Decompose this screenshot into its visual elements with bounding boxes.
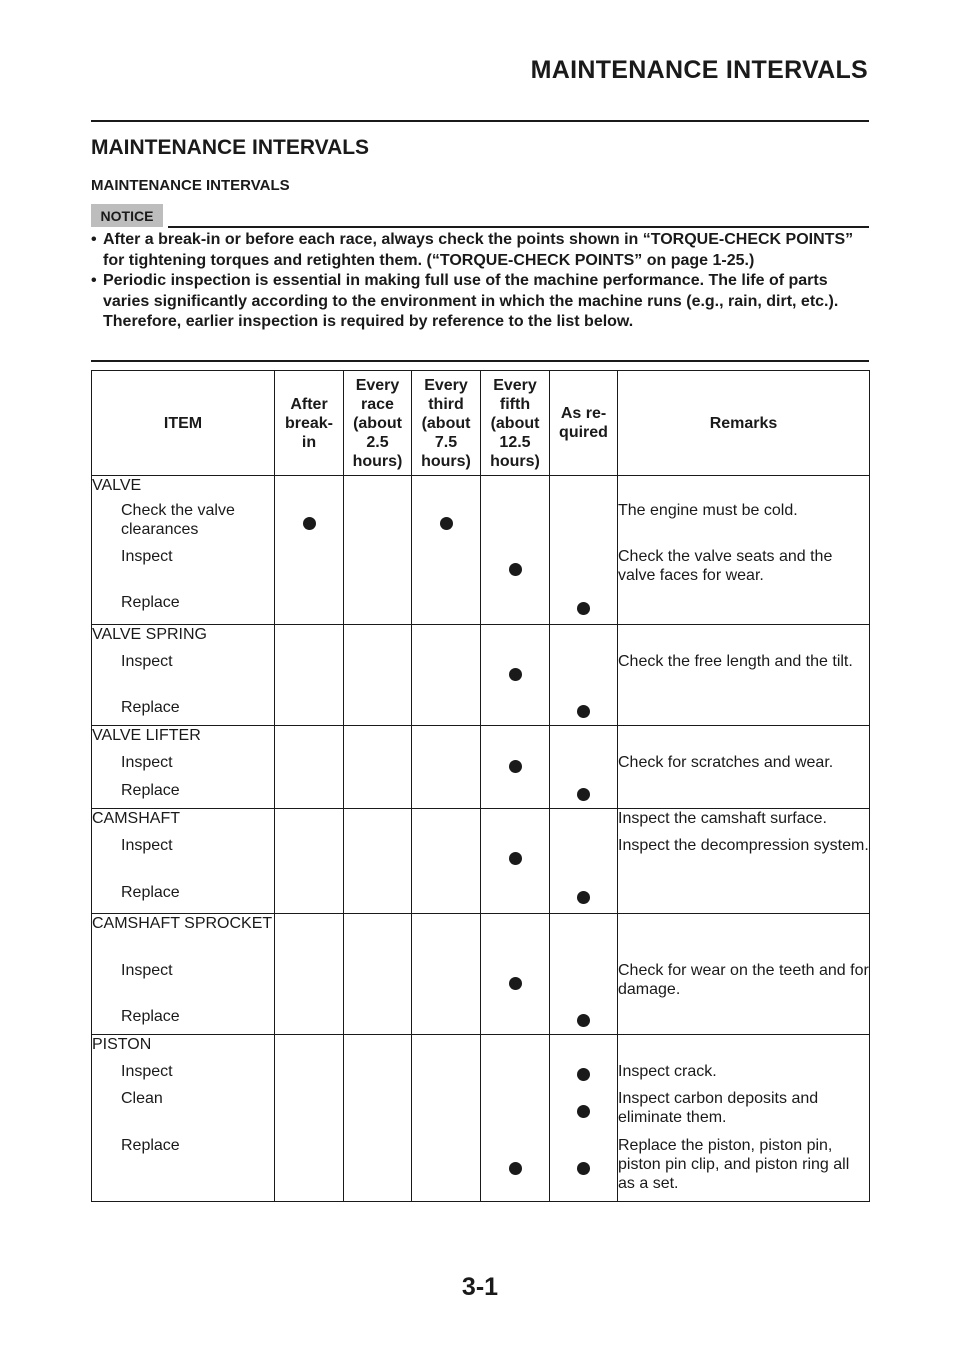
mark-cell-every-race: [344, 625, 412, 652]
filled-circle-icon: [577, 891, 590, 904]
table-row: [92, 625, 870, 652]
notice-item-text: Periodic inspection is essential in making full use of the machine performance. The life of parts varies significantly according to the environment in which the machine runs (e.g., rain, dirt, etc.). Therefore, earlier inspection is required by reference to the list below.: [103, 272, 839, 330]
sub-item-label: Replace: [92, 1136, 275, 1202]
sub-item-label: Inspect: [92, 547, 275, 593]
mark-cell-as-required: [550, 625, 618, 652]
mark-cell-after-break-in: [275, 914, 344, 961]
header-every-race: Every race (about 2.5 hours): [344, 371, 412, 476]
table-row: [92, 1007, 870, 1035]
sub-item-label: Replace: [92, 781, 275, 809]
table-row: [92, 1035, 870, 1062]
remark-text: Inspect carbon deposits and eliminate them.: [618, 1089, 870, 1136]
mark-cell-after-break-in: [275, 476, 344, 501]
table-body: [92, 476, 870, 1202]
mark-cell-every-fifth: [481, 1062, 550, 1089]
filled-circle-icon: [577, 1105, 590, 1118]
table-row: [92, 547, 870, 593]
bullet-icon: •: [91, 272, 97, 289]
mark-cell-after-break-in: [275, 547, 344, 593]
table-row: [92, 726, 870, 753]
table-row: [92, 836, 870, 883]
table-row: [92, 593, 870, 625]
mark-cell-after-break-in: [275, 1007, 344, 1035]
mark-cell-every-third: [412, 1136, 481, 1202]
item-category-label: VALVE SPRING: [92, 625, 275, 652]
remark-text: Check for scratches and wear.: [618, 753, 870, 781]
table-row: [92, 1136, 870, 1202]
mark-cell-after-break-in: [275, 781, 344, 809]
table-row: [92, 753, 870, 781]
remark-text: [618, 593, 870, 625]
mark-cell-every-third: [412, 593, 481, 625]
mark-cell-as-required: [550, 1007, 618, 1035]
header-item: ITEM: [92, 371, 275, 476]
table-row: [92, 781, 870, 809]
mark-cell-every-race: [344, 781, 412, 809]
mark-cell-every-race: [344, 809, 412, 836]
filled-circle-icon: [577, 1068, 590, 1081]
remark-text: [618, 698, 870, 726]
mark-cell-every-third: [412, 547, 481, 593]
header-rule: [91, 120, 869, 122]
mark-cell-every-fifth: [481, 625, 550, 652]
mark-cell-as-required: [550, 547, 618, 593]
notice-rule-top: [168, 226, 869, 228]
mark-cell-every-race: [344, 726, 412, 753]
notice-rule-bottom: [91, 360, 869, 362]
mark-cell-as-required: [550, 753, 618, 781]
mark-cell-after-break-in: [275, 1136, 344, 1202]
mark-cell-every-race: [344, 1035, 412, 1062]
table-row: [92, 1062, 870, 1089]
mark-cell-every-third: [412, 914, 481, 961]
remark-text: [618, 476, 870, 501]
sub-title: MAINTENANCE INTERVALS: [91, 177, 290, 194]
header-title: MAINTENANCE INTERVALS: [530, 56, 868, 84]
filled-circle-icon: [440, 517, 453, 530]
sub-item-label: Inspect: [92, 836, 275, 883]
remark-text: [618, 914, 870, 961]
mark-cell-after-break-in: [275, 726, 344, 753]
mark-cell-every-third: [412, 698, 481, 726]
remark-text: [618, 1035, 870, 1062]
remark-text: Check the valve seats and the valve faces for wear.: [618, 547, 870, 593]
notice-item: [91, 230, 869, 271]
mark-cell-every-race: [344, 836, 412, 883]
mark-cell-every-fifth: [481, 753, 550, 781]
filled-circle-icon: [509, 563, 522, 576]
table-row: [92, 476, 870, 501]
mark-cell-as-required: [550, 698, 618, 726]
remark-text: Inspect the decompression system.: [618, 836, 870, 883]
mark-cell-every-race: [344, 476, 412, 501]
header-remarks: Remarks: [618, 371, 870, 476]
mark-cell-every-fifth: [481, 781, 550, 809]
mark-cell-as-required: [550, 1062, 618, 1089]
mark-cell-every-fifth: [481, 836, 550, 883]
mark-cell-every-fifth: [481, 961, 550, 1007]
maintenance-table: [91, 370, 870, 1202]
header-as-required: As re- quired: [550, 371, 618, 476]
table-row: [92, 652, 870, 698]
item-category-label: VALVE LIFTER: [92, 726, 275, 753]
remark-text: Inspect the camshaft surface.: [618, 809, 870, 836]
mark-cell-as-required: [550, 726, 618, 753]
mark-cell-after-break-in: [275, 501, 344, 547]
filled-circle-icon: [577, 788, 590, 801]
mark-cell-as-required: [550, 914, 618, 961]
notice-item-text: After a break-in or before each race, always check the points shown in “TORQUE-CHECK POINTS” for tightening torques and retighten them. (“TORQUE-CHECK POINTS” on page 1-25.): [103, 231, 854, 269]
mark-cell-every-third: [412, 1089, 481, 1136]
sub-item-label: Replace: [92, 593, 275, 625]
table-row: [92, 883, 870, 914]
mark-cell-after-break-in: [275, 652, 344, 698]
remark-text: [618, 726, 870, 753]
mark-cell-every-fifth: [481, 726, 550, 753]
mark-cell-every-race: [344, 753, 412, 781]
table-row: [92, 914, 870, 961]
mark-cell-every-fifth: [481, 914, 550, 961]
mark-cell-after-break-in: [275, 961, 344, 1007]
remark-text: [618, 781, 870, 809]
mark-cell-every-third: [412, 625, 481, 652]
remark-text: [618, 1007, 870, 1035]
mark-cell-after-break-in: [275, 883, 344, 914]
sub-item-label: Inspect: [92, 753, 275, 781]
mark-cell-every-third: [412, 726, 481, 753]
filled-circle-icon: [509, 977, 522, 990]
mark-cell-every-fifth: [481, 883, 550, 914]
section-title: MAINTENANCE INTERVALS: [91, 136, 370, 159]
table-header-row: [92, 371, 870, 476]
mark-cell-as-required: [550, 781, 618, 809]
filled-circle-icon: [303, 517, 316, 530]
mark-cell-every-fifth: [481, 809, 550, 836]
mark-cell-every-fifth: [481, 593, 550, 625]
item-category-label: VALVE: [92, 476, 275, 501]
filled-circle-icon: [577, 1014, 590, 1027]
mark-cell-every-third: [412, 809, 481, 836]
mark-cell-after-break-in: [275, 836, 344, 883]
sub-item-label: Replace: [92, 1007, 275, 1035]
table-row: [92, 1089, 870, 1136]
sub-item-label: Inspect: [92, 652, 275, 698]
mark-cell-as-required: [550, 836, 618, 883]
mark-cell-every-race: [344, 1062, 412, 1089]
mark-cell-every-third: [412, 1035, 481, 1062]
mark-cell-as-required: [550, 593, 618, 625]
mark-cell-every-fifth: [481, 1136, 550, 1202]
mark-cell-every-fifth: [481, 698, 550, 726]
table-row: [92, 501, 870, 547]
mark-cell-every-race: [344, 1089, 412, 1136]
mark-cell-every-race: [344, 1136, 412, 1202]
mark-cell-after-break-in: [275, 1062, 344, 1089]
mark-cell-as-required: [550, 1136, 618, 1202]
filled-circle-icon: [577, 602, 590, 615]
sub-item-label: Clean: [92, 1089, 275, 1136]
mark-cell-every-fifth: [481, 1089, 550, 1136]
item-category-label: CAMSHAFT SPROCKET: [92, 914, 275, 961]
item-category-label: PISTON: [92, 1035, 275, 1062]
mark-cell-every-fifth: [481, 476, 550, 501]
remark-text: [618, 883, 870, 914]
item-category-label: CAMSHAFT: [92, 809, 275, 836]
mark-cell-every-third: [412, 836, 481, 883]
table-row: [92, 698, 870, 726]
mark-cell-after-break-in: [275, 809, 344, 836]
mark-cell-after-break-in: [275, 625, 344, 652]
mark-cell-every-fifth: [481, 501, 550, 547]
mark-cell-every-race: [344, 501, 412, 547]
bullet-icon: •: [91, 231, 97, 248]
sub-item-label: Check the valve clearances: [92, 501, 275, 547]
remark-text: Check the free length and the tilt.: [618, 652, 870, 698]
table-row: [92, 809, 870, 836]
sub-item-label: Inspect: [92, 1062, 275, 1089]
mark-cell-as-required: [550, 883, 618, 914]
mark-cell-every-race: [344, 883, 412, 914]
notice-list: [91, 230, 869, 333]
mark-cell-as-required: [550, 501, 618, 547]
filled-circle-icon: [509, 852, 522, 865]
mark-cell-every-fifth: [481, 652, 550, 698]
mark-cell-every-race: [344, 1007, 412, 1035]
mark-cell-as-required: [550, 652, 618, 698]
mark-cell-every-third: [412, 753, 481, 781]
remark-text: Inspect crack.: [618, 1062, 870, 1089]
table-row: [92, 961, 870, 1007]
mark-cell-after-break-in: [275, 593, 344, 625]
mark-cell-every-race: [344, 914, 412, 961]
mark-cell-every-race: [344, 547, 412, 593]
mark-cell-every-fifth: [481, 1035, 550, 1062]
remark-text: [618, 625, 870, 652]
header-after-break-in: After break- in: [275, 371, 344, 476]
mark-cell-every-fifth: [481, 1007, 550, 1035]
mark-cell-every-third: [412, 883, 481, 914]
mark-cell-as-required: [550, 476, 618, 501]
page-number: 3-1: [461, 1273, 499, 1301]
remark-text: Replace the piston, piston pin, piston pin clip, and piston ring all as a set.: [618, 1136, 870, 1202]
filled-circle-icon: [509, 668, 522, 681]
filled-circle-icon: [509, 1162, 522, 1175]
mark-cell-every-fifth: [481, 547, 550, 593]
mark-cell-as-required: [550, 961, 618, 1007]
mark-cell-every-race: [344, 593, 412, 625]
filled-circle-icon: [577, 1162, 590, 1175]
mark-cell-every-third: [412, 652, 481, 698]
mark-cell-every-third: [412, 1062, 481, 1089]
mark-cell-every-third: [412, 1007, 481, 1035]
sub-item-label: Replace: [92, 698, 275, 726]
notice-badge: NOTICE: [91, 204, 163, 227]
sub-item-label: Replace: [92, 883, 275, 914]
mark-cell-every-race: [344, 961, 412, 1007]
remark-text: Check for wear on the teeth and for damage.: [618, 961, 870, 1007]
mark-cell-as-required: [550, 1035, 618, 1062]
mark-cell-after-break-in: [275, 1035, 344, 1062]
remark-text: The engine must be cold.: [618, 501, 870, 547]
mark-cell-every-third: [412, 476, 481, 501]
mark-cell-after-break-in: [275, 698, 344, 726]
mark-cell-every-race: [344, 652, 412, 698]
mark-cell-after-break-in: [275, 1089, 344, 1136]
header-every-fifth: Every fifth (about 12.5 hours): [481, 371, 550, 476]
mark-cell-after-break-in: [275, 753, 344, 781]
mark-cell-every-third: [412, 501, 481, 547]
header-every-third: Every third (about 7.5 hours): [412, 371, 481, 476]
sub-item-label: Inspect: [92, 961, 275, 1007]
mark-cell-every-third: [412, 961, 481, 1007]
mark-cell-every-race: [344, 698, 412, 726]
filled-circle-icon: [509, 760, 522, 773]
mark-cell-every-third: [412, 781, 481, 809]
notice-item: [91, 271, 869, 333]
filled-circle-icon: [577, 705, 590, 718]
mark-cell-as-required: [550, 1089, 618, 1136]
mark-cell-as-required: [550, 809, 618, 836]
